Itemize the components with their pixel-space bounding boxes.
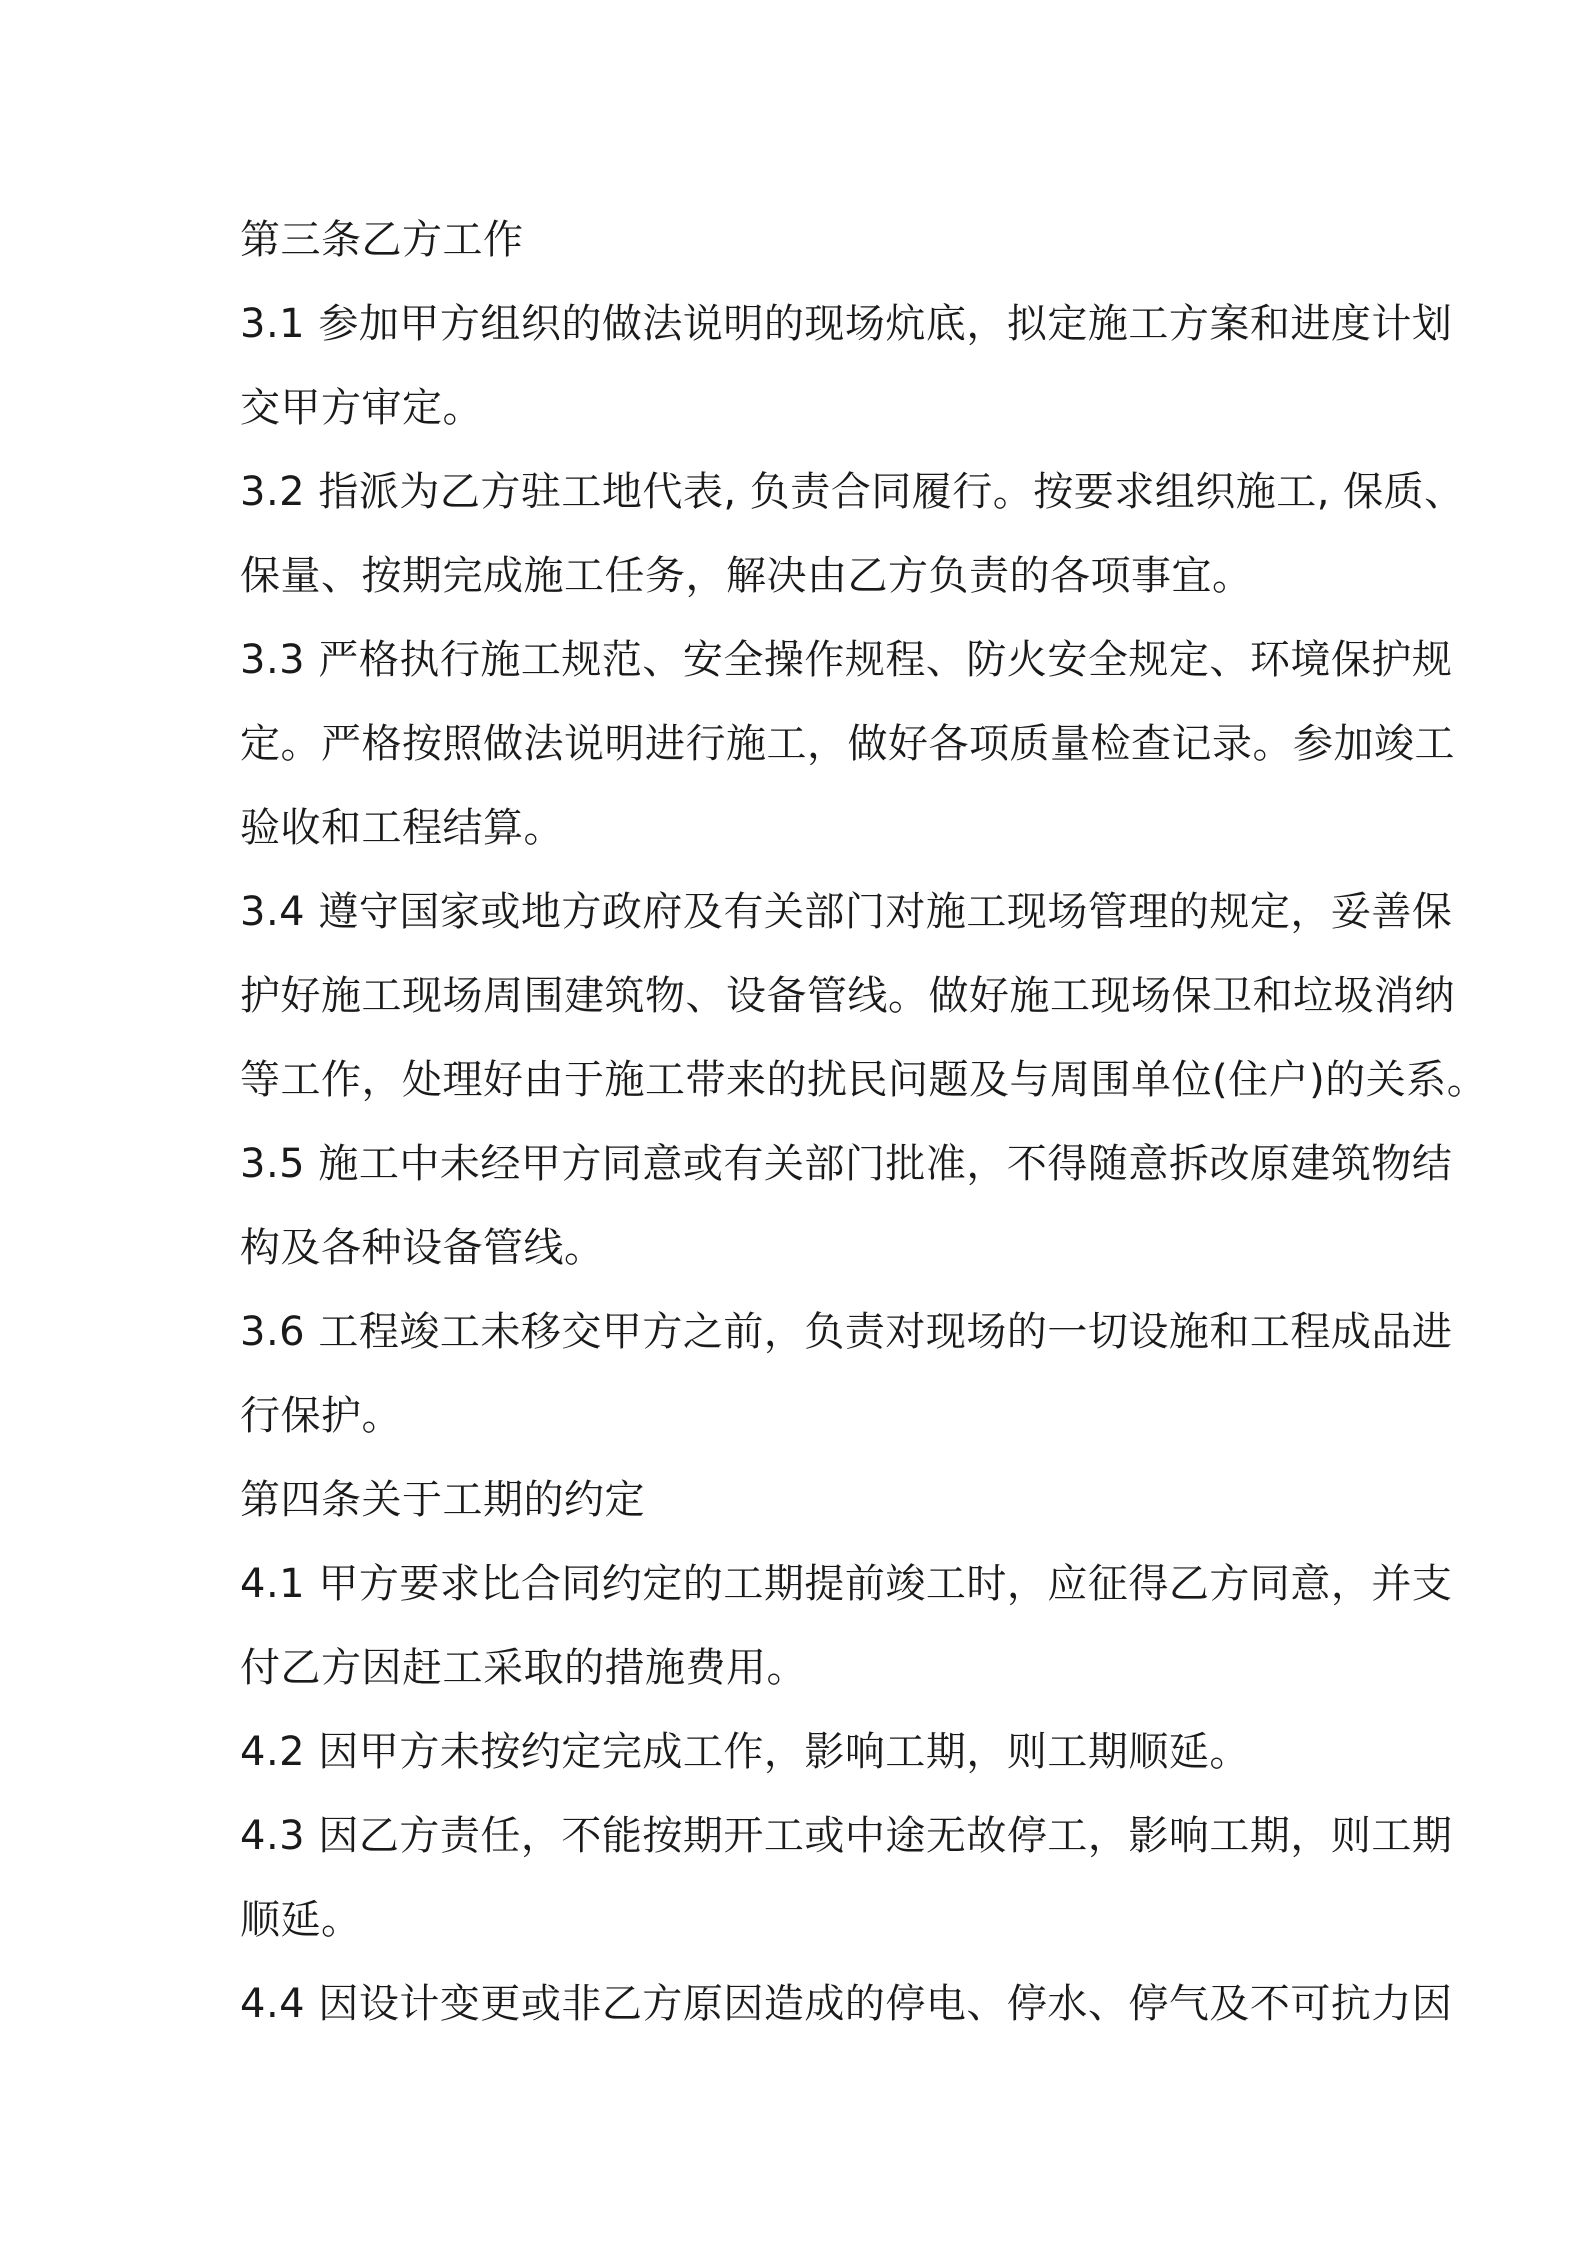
paragraph-line: 构及各种设备管线。: [240, 1225, 605, 1271]
paragraph-line: 护好施工现场周围建筑物、设备管线。做好施工现场保卫和垃圾消纳: [240, 973, 1455, 1019]
paragraph-line: 4.1 甲方要求比合同约定的工期提前竣工时，应征得乙方同意，并支: [240, 1561, 1453, 1607]
paragraph-line: 3.4 遵守国家或地方政府及有关部门对施工现场管理的规定，妥善保: [240, 889, 1453, 935]
paragraph-line: 3.5 施工中未经甲方同意或有关部门批准，不得随意拆改原建筑物结: [240, 1141, 1453, 1187]
paragraph-line: 4.4 因设计变更或非乙方原因造成的停电、停水、停气及不可抗力因: [240, 1981, 1453, 2027]
paragraph-line: 交甲方审定。: [240, 385, 483, 431]
section-heading: 第四条关于工期的约定: [240, 1477, 645, 1523]
paragraph-line: 等工作，处理好由于施工带来的扰民问题及与周围单位(住户)的关系。: [240, 1057, 1488, 1103]
paragraph-line: 3.3 严格执行施工规范、安全操作规程、防火安全规定、环境保护规: [240, 637, 1453, 683]
paragraph-line: 顺延。: [240, 1897, 362, 1943]
paragraph-line: 3.6 工程竣工未移交甲方之前，负责对现场的一切设施和工程成品进: [240, 1309, 1453, 1355]
paragraph-line: 3.1 参加甲方组织的做法说明的现场炕底，拟定施工方案和进度计划: [240, 301, 1453, 347]
paragraph-line: 保量、按期完成施工任务，解决由乙方负责的各项事宜。: [240, 553, 1253, 599]
paragraph-line: 验收和工程结算。: [240, 805, 564, 851]
paragraph-line: 行保护。: [240, 1393, 402, 1439]
paragraph-line: 4.3 因乙方责任，不能按期开工或中途无故停工，影响工期，则工期: [240, 1813, 1453, 1859]
paragraph-line: 4.2 因甲方未按约定完成工作，影响工期，则工期顺延。: [240, 1729, 1250, 1775]
document-body: [240, 198, 1488, 2046]
paragraph-line: 定。严格按照做法说明进行施工，做好各项质量检查记录。参加竣工: [240, 721, 1455, 767]
section-heading: 第三条乙方工作: [240, 217, 524, 263]
paragraph-line: 3.2 指派为乙方驻工地代表, 负责合同履行。按要求组织施工, 保质、: [240, 469, 1465, 515]
paragraph-line: 付乙方因赶工采取的措施费用。: [240, 1645, 807, 1691]
